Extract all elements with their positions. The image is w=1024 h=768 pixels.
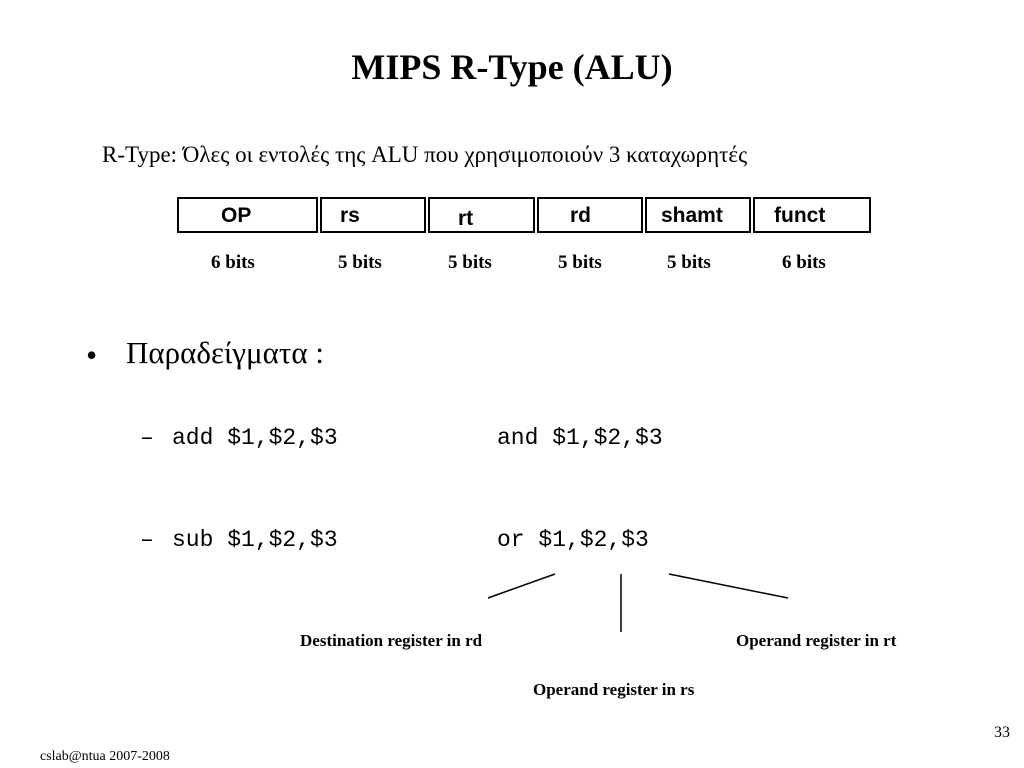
example-sub: sub $1,$2,$3 [172,527,338,553]
slide-subtitle: R-Type: Όλες οι εντολές της ALU που χρησιμοποιούν 3 καταχωρητές [102,142,748,167]
pointer-line-rd [488,574,555,598]
page-number: 33 [994,724,1010,741]
annotation-operand-rs: Operand register in rs [533,680,695,699]
bits-rs: 5 bits [338,252,382,273]
bits-op: 6 bits [211,252,255,273]
pointer-line-rt [669,574,788,598]
field-label-op: OP [221,204,252,227]
bullet-marker: • [86,337,98,373]
example-add: add $1,$2,$3 [172,425,338,451]
bits-funct: 6 bits [782,252,826,273]
annotation-operand-rt: Operand register in rt [736,631,897,650]
annotation-destination-rd: Destination register in rd [300,631,483,650]
footer-text: cslab@ntua 2007-2008 [40,749,170,764]
example-or: or $1,$2,$3 [497,527,649,553]
field-label-funct: funct [774,204,826,227]
dash-marker: – [140,527,154,553]
bits-shamt: 5 bits [667,252,711,273]
bullet-examples-heading: Παραδείγματα : [126,335,324,370]
field-label-rt: rt [458,207,474,230]
dash-marker: – [140,425,154,451]
example-and: and $1,$2,$3 [497,425,663,451]
field-label-rd: rd [570,204,591,227]
slide-title: MIPS R-Type (ALU) [351,47,673,87]
field-label-shamt: shamt [661,204,723,227]
bits-rd: 5 bits [558,252,602,273]
bits-rt: 5 bits [448,252,492,273]
field-label-rs: rs [340,204,360,227]
